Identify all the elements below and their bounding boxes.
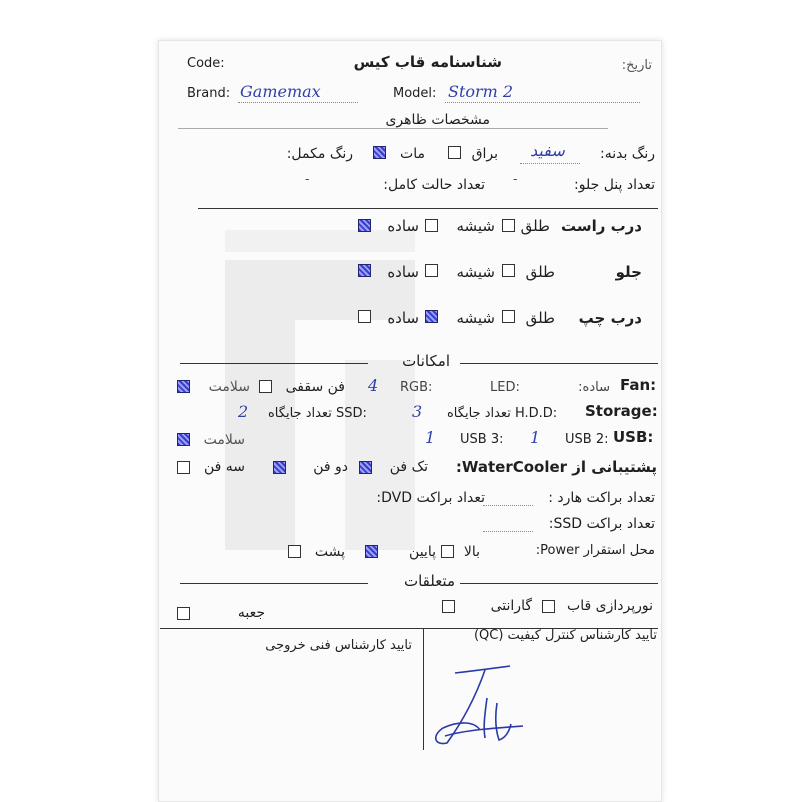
right-door-glass-checkbox[interactable] bbox=[425, 219, 438, 232]
glossy-checkbox[interactable] bbox=[448, 146, 461, 159]
model-line bbox=[445, 102, 640, 103]
section-appearance: مشخصات ظاهری bbox=[385, 112, 490, 128]
three-fan-checkbox[interactable] bbox=[177, 461, 190, 474]
hdd-bracket-label: تعداد براکت هارد : bbox=[548, 490, 655, 506]
brand-line bbox=[238, 102, 358, 103]
glossy-label: براق bbox=[471, 146, 498, 162]
ssd-bracket-label: تعداد براکت SSD: bbox=[548, 516, 655, 532]
front-plain-label: ساده bbox=[387, 263, 419, 281]
model-label: Model: bbox=[393, 86, 437, 101]
front-panels-label: تعداد پنل جلو: bbox=[574, 177, 655, 193]
approval-vertical-divider bbox=[423, 628, 424, 750]
right-door-mesh-checkbox[interactable] bbox=[502, 219, 515, 232]
dvd-bracket-label: تعداد براکت DVD: bbox=[376, 490, 485, 506]
features-divider-right bbox=[460, 363, 658, 364]
warranty-label: گارانتی bbox=[490, 598, 532, 614]
usb-label: USB: bbox=[613, 428, 654, 446]
front-label: جلو bbox=[615, 263, 642, 281]
model-value: Storm 2 bbox=[448, 82, 514, 101]
power-bottom-checkbox[interactable] bbox=[365, 545, 378, 558]
right-door-mesh-label: طلق bbox=[520, 217, 550, 235]
form-title: شناسنامه قاب کیس bbox=[353, 53, 502, 71]
fan-plain-label: ساده: bbox=[578, 380, 610, 395]
section-accessories: متعلقات bbox=[403, 572, 455, 590]
body-color-label: رنگ بدنه: bbox=[599, 146, 655, 162]
warranty-checkbox[interactable] bbox=[442, 600, 455, 613]
date-label: تاریخ: bbox=[621, 58, 652, 73]
usb3-value: 1 bbox=[425, 428, 436, 447]
watercooler-label: پشتیبانی از WaterCooler: bbox=[455, 458, 657, 476]
matte-label: مات bbox=[400, 146, 425, 162]
tech-label: تایید کارشناس فنی خروجی bbox=[265, 638, 412, 653]
body-color-value: سفید bbox=[530, 141, 565, 160]
power-back-checkbox[interactable] bbox=[288, 545, 301, 558]
fan-healthy-label: سلامت bbox=[208, 379, 250, 395]
full-modes-value: - bbox=[305, 172, 310, 187]
hdd-bays-label: تعداد جایگاه H.D.D: bbox=[447, 406, 558, 421]
right-door-plain-label: ساده bbox=[387, 217, 419, 235]
usb2-label: USB 2: bbox=[565, 432, 609, 447]
fan-rgb-label: RGB: bbox=[400, 380, 433, 395]
hdd-bracket-line bbox=[483, 505, 533, 506]
appearance-divider bbox=[178, 128, 608, 129]
ssd-bracket-line bbox=[483, 531, 533, 532]
storage-label: Storage: bbox=[585, 402, 658, 420]
complement-color-label: رنگ مکمل: bbox=[286, 146, 353, 162]
qc-label: تایید کارشناس کنترل کیفیت (QC) bbox=[473, 628, 657, 643]
usb3-label: USB 3: bbox=[460, 432, 504, 447]
brand-value: Gamemax bbox=[240, 82, 321, 101]
fan-rgb-value: 4 bbox=[368, 376, 379, 395]
bottom-label: پایین bbox=[409, 544, 436, 560]
box-checkbox[interactable] bbox=[177, 607, 190, 620]
single-fan-label: تک فن bbox=[389, 459, 428, 475]
usb2-value: 1 bbox=[530, 428, 541, 447]
right-door-glass-label: شیشه bbox=[456, 217, 495, 235]
usb-healthy-label: سلامت bbox=[203, 432, 245, 448]
code-label: Code: bbox=[187, 56, 225, 71]
front-mesh-checkbox[interactable] bbox=[502, 264, 515, 277]
left-door-glass-label: شیشه bbox=[456, 309, 495, 327]
body-color-line bbox=[520, 163, 580, 164]
power-location-label: محل استقرار Power: bbox=[535, 543, 655, 558]
left-door-plain-label: ساده bbox=[387, 309, 419, 327]
section-features: امکانات bbox=[402, 352, 450, 370]
left-door-glass-checkbox[interactable] bbox=[425, 310, 438, 323]
ssd-bays-value: 2 bbox=[238, 402, 249, 421]
full-modes-label: تعداد حالت کامل: bbox=[383, 177, 485, 193]
three-fan-label: سه فن bbox=[203, 459, 245, 475]
lighting-checkbox[interactable] bbox=[542, 600, 555, 613]
front-plain-checkbox[interactable] bbox=[358, 264, 371, 277]
back-label: پشت bbox=[314, 544, 345, 560]
ceiling-fan-label: فن سقفی bbox=[285, 379, 345, 395]
fan-label: Fan: bbox=[620, 376, 657, 394]
box-label: جعبه bbox=[237, 605, 265, 621]
qc-signature bbox=[425, 658, 525, 753]
ssd-bays-label: تعداد جایگاه SSD: bbox=[268, 406, 367, 421]
left-door-mesh-checkbox[interactable] bbox=[502, 310, 515, 323]
two-fan-checkbox[interactable] bbox=[273, 461, 286, 474]
front-mesh-label: طلق bbox=[525, 263, 555, 281]
two-fan-label: دو فن bbox=[313, 459, 348, 475]
right-door-plain-checkbox[interactable] bbox=[358, 219, 371, 232]
accessories-divider-right bbox=[460, 583, 658, 584]
matte-checkbox[interactable] bbox=[373, 146, 386, 159]
ceiling-fan-checkbox[interactable] bbox=[259, 380, 272, 393]
lighting-label: نورپردازی قاب bbox=[567, 598, 653, 614]
accessories-divider-left bbox=[180, 583, 368, 584]
top-label: بالا bbox=[463, 544, 480, 560]
left-door-plain-checkbox[interactable] bbox=[358, 310, 371, 323]
doors-divider bbox=[198, 208, 658, 209]
brand-label: Brand: bbox=[187, 86, 231, 101]
single-fan-checkbox[interactable] bbox=[359, 461, 372, 474]
front-glass-label: شیشه bbox=[456, 263, 495, 281]
fan-healthy-checkbox[interactable] bbox=[177, 380, 190, 393]
left-door-mesh-label: طلق bbox=[525, 309, 555, 327]
features-divider-left bbox=[180, 363, 368, 364]
front-panels-value: - bbox=[513, 172, 518, 187]
hdd-bays-value: 3 bbox=[412, 402, 423, 421]
left-door-label: درب چپ bbox=[578, 309, 642, 327]
fan-led-label: LED: bbox=[490, 380, 520, 395]
usb-healthy-checkbox[interactable] bbox=[177, 433, 190, 446]
power-top-checkbox[interactable] bbox=[441, 545, 454, 558]
front-glass-checkbox[interactable] bbox=[425, 264, 438, 277]
right-door-label: درب راست bbox=[560, 217, 642, 235]
